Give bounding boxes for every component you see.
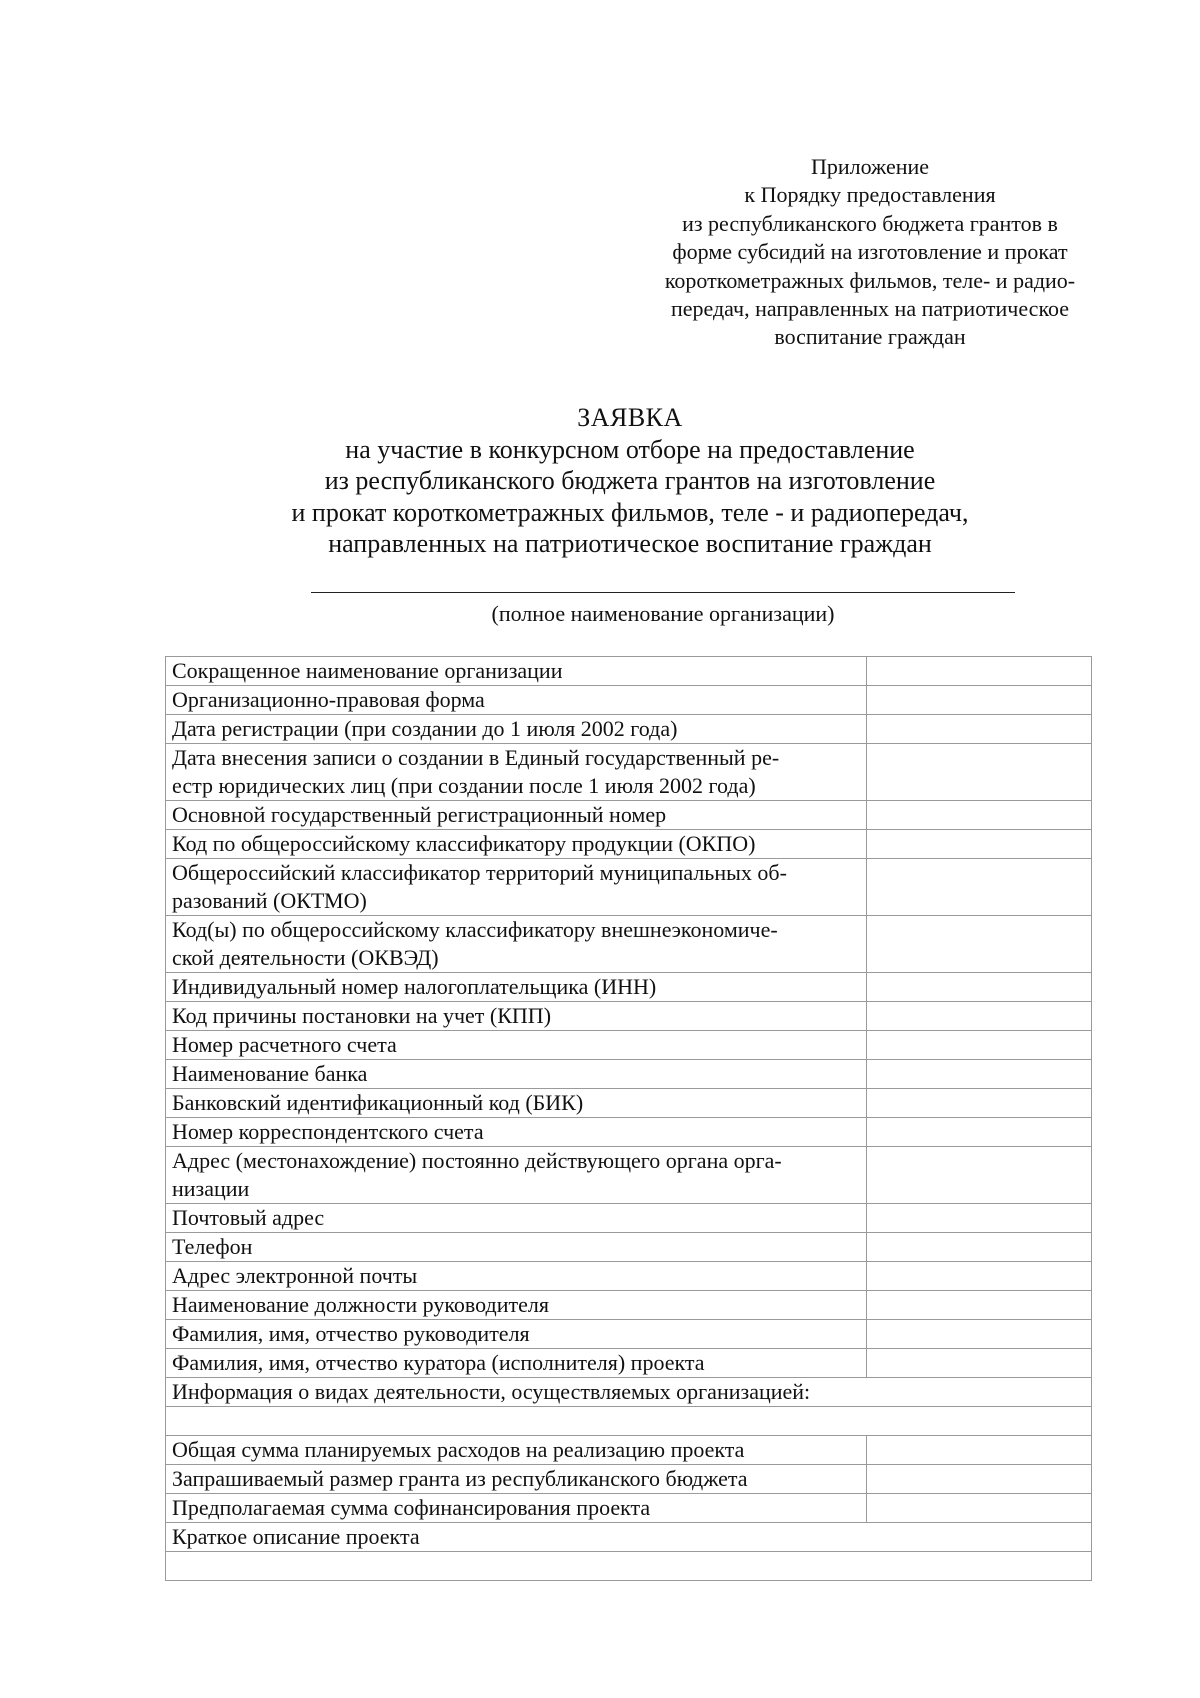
form-row-label [166, 1494, 867, 1523]
form-row-value-cell[interactable] [867, 973, 1092, 1002]
form-row [166, 801, 1092, 830]
organization-name-caption: (полное наименование организации) [491, 601, 835, 626]
form-row-label-line: Наименование должности руководителя [172, 1292, 549, 1317]
form-row-value-cell[interactable] [867, 1089, 1092, 1118]
form-row-label-line: Номер расчетного счета [172, 1032, 397, 1057]
form-row-value-cell[interactable] [867, 1031, 1092, 1060]
appendix-line: короткометражных фильмов, теле- и радио- [664, 267, 1076, 293]
form-row-label-line: Номер корреспондентского счета [172, 1119, 484, 1144]
form-row [166, 1378, 1092, 1407]
form-row-label-line: Общероссийский классификатор территорий муниципальных об- [172, 860, 787, 885]
form-row-label-line: естр юридических лиц (при создании после 1 июля 2002 года) [172, 773, 756, 798]
form-row [166, 830, 1092, 859]
form-row-label [166, 859, 867, 916]
form-row-label [166, 1262, 867, 1291]
form-row [166, 1523, 1092, 1552]
form-row-value-cell[interactable] [867, 1291, 1092, 1320]
form-row-value-cell[interactable] [867, 1118, 1092, 1147]
form-row-label [166, 744, 867, 801]
form-row [166, 1233, 1092, 1262]
form-row-label-line: Основной государственный регистрационный номер [172, 802, 667, 827]
form-row-label [166, 1002, 867, 1031]
form-row-value-cell[interactable] [867, 1320, 1092, 1349]
project-description-label: Краткое описание проекта [166, 1523, 1092, 1552]
title-line: из республиканского бюджета грантов на изготовление [324, 466, 936, 495]
form-row [166, 1060, 1092, 1089]
form-row-value-cell[interactable] [867, 1204, 1092, 1233]
organization-name-field[interactable] [311, 592, 1015, 593]
title-line: и прокат короткометражных фильмов, теле - и радиопередач, [291, 497, 969, 527]
form-row-label-line: Адрес (местонахождение) постоянно действующего органа орга- [172, 1148, 782, 1173]
form-row [166, 1089, 1092, 1118]
form-row-value-cell[interactable] [867, 801, 1092, 830]
form-row-label-line: Код по общероссийскому классификатору продукции (ОКПО) [172, 831, 756, 856]
appendix-line: к Порядку предоставления [744, 182, 996, 208]
form-row-label [166, 1147, 867, 1204]
appendix-line: форме субсидий на изготовление и прокат [672, 239, 1068, 265]
form-row-label [166, 973, 867, 1002]
form-row-label-line: разований (ОКТМО) [172, 888, 367, 913]
document-title [0, 402, 1200, 560]
form-row-value-cell[interactable] [867, 1262, 1092, 1291]
form-row [166, 744, 1092, 801]
form-row-label-line: Код причины постановки на учет (КПП) [172, 1003, 552, 1028]
form-row [166, 859, 1092, 916]
form-row-value-cell[interactable] [867, 1436, 1092, 1465]
form-row [166, 686, 1092, 715]
form-row-value-cell[interactable] [867, 1494, 1092, 1523]
form-row-label [166, 1204, 867, 1233]
form-row-label-line: Телефон [172, 1234, 253, 1259]
form-row-label-line: Почтовый адрес [172, 1205, 325, 1230]
form-row [166, 715, 1092, 744]
form-row-value-cell[interactable] [867, 1465, 1092, 1494]
form-row-label-line: Фамилия, имя, отчество куратора (исполнителя) проекта [172, 1350, 705, 1375]
form-row-value-cell[interactable] [867, 715, 1092, 744]
form-row-label-line: Запрашиваемый размер гранта из республиканского бюджета [172, 1466, 748, 1491]
form-row-value-cell[interactable] [867, 1060, 1092, 1089]
title-main: ЗАЯВКА [577, 403, 683, 432]
form-row-label [166, 1118, 867, 1147]
form-row-label-line: Предполагаемая сумма софинансирования проекта [172, 1495, 651, 1520]
form-row [166, 1147, 1092, 1204]
form-row-label-line: Фамилия, имя, отчество руководителя [172, 1321, 530, 1346]
form-row-label-line: Индивидуальный номер налогоплательщика (ИНН) [172, 974, 657, 999]
application-form-table [165, 656, 1092, 1581]
form-row-label [166, 1291, 867, 1320]
form-row-label [166, 1031, 867, 1060]
form-row-label [166, 715, 867, 744]
form-row-label-line: низации [172, 1176, 250, 1201]
form-row [166, 1262, 1092, 1291]
form-row-label-line: Наименование банка [172, 1061, 368, 1086]
form-row [166, 1465, 1092, 1494]
form-row [166, 916, 1092, 973]
form-row-value-cell[interactable] [867, 830, 1092, 859]
form-row-value-cell[interactable] [867, 1147, 1092, 1204]
form-row [166, 1349, 1092, 1378]
form-row-label [166, 1320, 867, 1349]
form-row-label [166, 830, 867, 859]
form-row-value-cell[interactable] [867, 859, 1092, 916]
form-row-label [166, 1465, 867, 1494]
form-row [166, 1204, 1092, 1233]
form-row-label [166, 1436, 867, 1465]
form-row [166, 1002, 1092, 1031]
form-row [166, 1291, 1092, 1320]
form-row [166, 1552, 1092, 1581]
form-row [166, 657, 1092, 686]
form-row-label [166, 686, 867, 715]
appendix-line: Приложение [810, 154, 930, 179]
form-row-label [166, 1089, 867, 1118]
activity-info-field[interactable] [166, 1407, 1092, 1436]
appendix-line: воспитание граждан [774, 324, 966, 350]
form-row [166, 1320, 1092, 1349]
appendix-block [630, 153, 1110, 352]
form-row [166, 1407, 1092, 1436]
appendix-line: передач, направленных на патриотическое [670, 296, 1070, 322]
form-row-label-line: Банковский идентификационный код (БИК) [172, 1090, 584, 1115]
form-row [166, 1031, 1092, 1060]
title-line: на участие в конкурсном отборе на предоставление [345, 434, 915, 464]
form-row [166, 1494, 1092, 1523]
form-row-label-line: ской деятельности (ОКВЭД) [172, 945, 439, 970]
form-row-label-line: Дата регистрации (при создании до 1 июля 2002 года) [172, 716, 678, 741]
form-row-label-line: Сокращенное наименование организации [172, 658, 563, 683]
form-row-label [166, 1233, 867, 1262]
project-description-field[interactable] [166, 1552, 1092, 1581]
form-row-label-line: Код(ы) по общероссийскому классификатору внешнеэкономиче- [172, 917, 778, 942]
form-row-value-cell[interactable] [867, 916, 1092, 973]
form-row [166, 1118, 1092, 1147]
form-row-value-cell[interactable] [867, 1002, 1092, 1031]
form-row-value-cell[interactable] [867, 686, 1092, 715]
appendix-line: из республиканского бюджета грантов в [682, 210, 1058, 236]
form-row-label-line: Организационно-правовая форма [172, 687, 485, 712]
title-line: направленных на патриотическое воспитание граждан [328, 529, 932, 558]
form-row-value-cell[interactable] [867, 744, 1092, 801]
form-row-value-cell[interactable] [867, 657, 1092, 686]
form-row-label-line: Адрес электронной почты [172, 1263, 418, 1288]
form-row-value-cell[interactable] [867, 1233, 1092, 1262]
form-row-label [166, 1349, 867, 1378]
form-row [166, 1436, 1092, 1465]
form-row-label [166, 801, 867, 830]
form-row-label-line: Дата внесения записи о создании в Единый государственный ре- [172, 745, 780, 770]
form-row-label-line: Общая сумма планируемых расходов на реализацию проекта [172, 1437, 745, 1462]
form-row-label [166, 657, 867, 686]
form-row-label [166, 1060, 867, 1089]
activity-info-label: Информация о видах деятельности, осуществляемых организацией: [166, 1378, 1092, 1407]
form-row-value-cell[interactable] [867, 1349, 1092, 1378]
form-row-label [166, 916, 867, 973]
form-row [166, 973, 1092, 1002]
